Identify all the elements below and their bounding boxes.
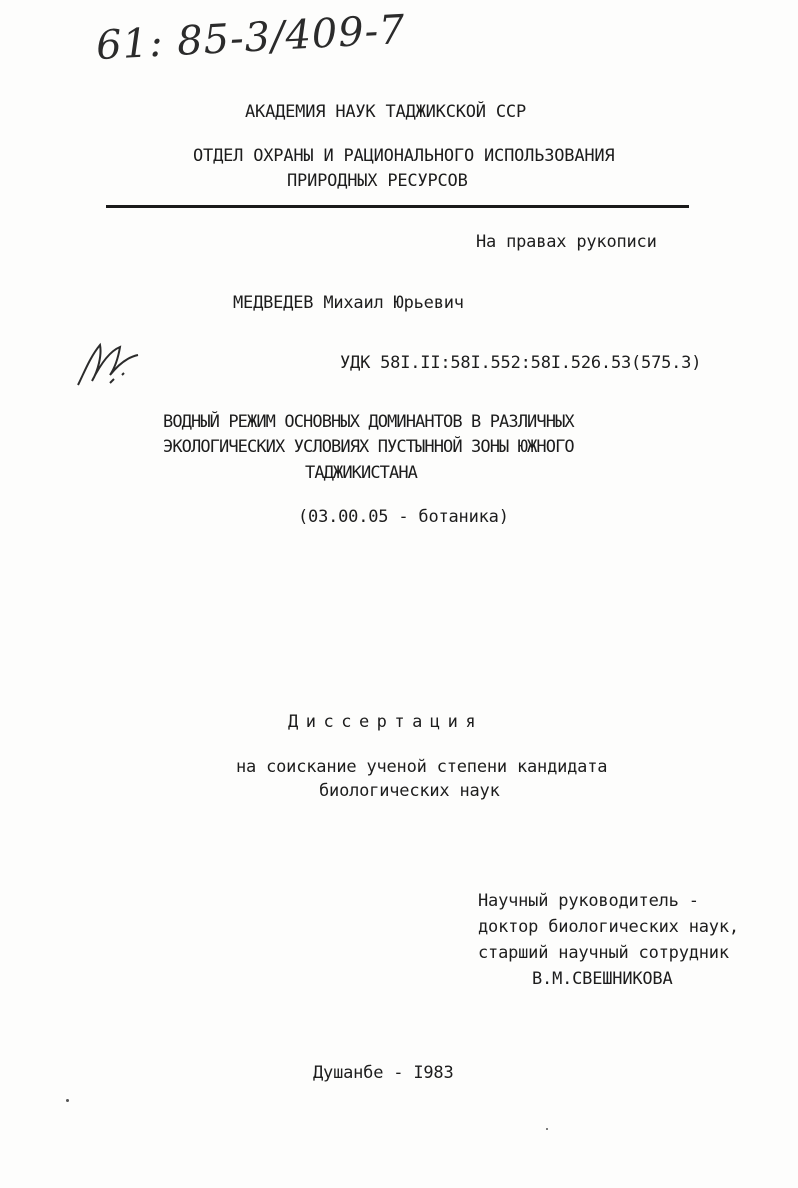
thesis-title-line-1: ВОДНЫЙ РЕЖИМ ОСНОВНЫХ ДОМИНАНТОВ В РАЗЛИЧНЫХ: [163, 412, 574, 432]
supervisor-label: Научный руководитель -: [478, 891, 699, 911]
header-divider: [106, 205, 689, 208]
thesis-title-line-2: ЭКОЛОГИЧЕСКИХ УСЛОВИЯХ ПУСТЫННОЙ ЗОНЫ ЮЖНОГО: [163, 437, 574, 457]
thesis-title-line-3: ТАДЖИКИСТАНА: [305, 463, 418, 483]
academy-name: АКАДЕМИЯ НАУК ТАДЖИКСКОЙ ССР: [245, 102, 526, 122]
specialty-code: (03.00.05 - ботаника): [298, 507, 509, 527]
degree-line-1: на соискание ученой степени кандидата: [236, 757, 608, 777]
rights-note: На правах рукописи: [476, 232, 657, 252]
scan-speck: [66, 1099, 69, 1102]
department-line-2: ПРИРОДНЫХ РЕСУРСОВ: [287, 171, 468, 191]
udc-code: УДК 58I.II:58I.552:58I.526.53(575.3): [340, 353, 702, 373]
author-name: МЕДВЕДЕВ Михаил Юрьевич: [233, 293, 464, 313]
supervisor-degree: доктор биологических наук,: [478, 917, 739, 937]
place-and-year: Душанбе - I983: [313, 1063, 454, 1083]
work-type: Диссертация: [288, 712, 484, 732]
supervisor-name: В.М.СВЕШНИКОВА: [532, 969, 673, 989]
department-line-1: ОТДЕЛ ОХРАНЫ И РАЦИОНАЛЬНОГО ИСПОЛЬЗОВАНИЯ: [193, 146, 615, 166]
scan-speck: [546, 1128, 548, 1130]
archive-handwritten-mark: 61: 85-3/409-7: [95, 6, 407, 70]
supervisor-position: старший научный сотрудник: [478, 943, 729, 963]
degree-line-2: биологических наук: [319, 781, 500, 801]
signature-mark: [70, 335, 150, 395]
